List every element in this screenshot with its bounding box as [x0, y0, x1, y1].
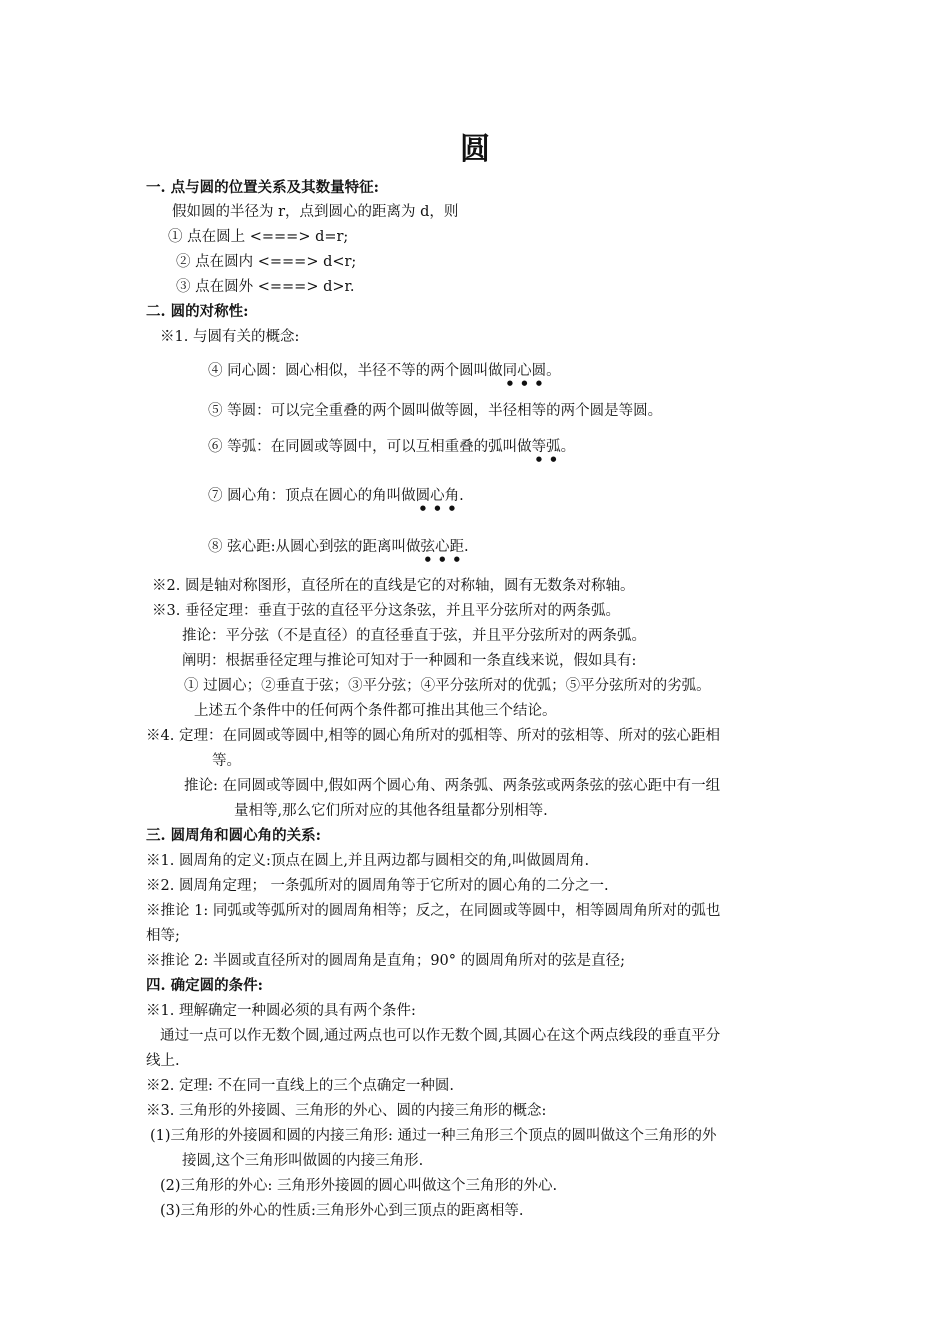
- paragraph: ※3. 垂径定理：垂直于弦的直径平分这条弦，并且平分弦所对的两条弧。: [152, 603, 620, 619]
- section-3-heading: 三. 圆周角和圆心角的关系:: [146, 827, 321, 844]
- paragraph: 线上.: [146, 1053, 180, 1069]
- paragraph: 相等;: [146, 928, 180, 944]
- paragraph: 等。: [212, 753, 241, 769]
- paragraph: ※4. 定理：在同圆或等圆中,相等的圆心角所对的弧相等、所对的弦相等、所对的弦心距相: [146, 728, 721, 744]
- concept-text: ④ 同心圆：圆心相似，半径不等的两个圆叫做: [208, 363, 503, 379]
- list-item: ② 点在圆内 <===> d<r;: [176, 254, 357, 270]
- concept-equal-circle: ⑤ 等圆：可以完全重叠的两个圆叫做等圆，半径相等的两个圆是等圆。: [208, 403, 663, 419]
- paragraph: 接圆,这个三角形叫做圆的内接三角形.: [182, 1153, 424, 1169]
- concept-equal-arc: [208, 437, 575, 463]
- list-item: ③ 点在圆外 <===> d>r.: [176, 279, 355, 295]
- paragraph: 量相等,那么它们所对应的其他各组量都分别相等.: [234, 803, 548, 819]
- concept-text: .: [464, 539, 469, 555]
- paragraph: ※2. 圆周角定理； 一条弧所对的圆周角等于它所对的圆心角的二分之一.: [146, 878, 609, 894]
- paragraph: (1)三角形的外接圆和圆的内接三角形: 通过一种三角形三个顶点的圆叫做这个三角形的外: [150, 1128, 717, 1144]
- list-item: ① 点在圆上 <===> d=r;: [168, 229, 349, 245]
- concept-text: ⑧ 弦心距:从圆心到弦的距离叫做: [208, 539, 421, 555]
- emphasized-term: 弦心距: [420, 539, 464, 555]
- paragraph: ※2. 圆是轴对称图形，直径所在的直线是它的对称轴，圆有无数条对称轴。: [152, 578, 635, 594]
- paragraph: 推论: 在同圆或等圆中,假如两个圆心角、两条弧、两条弦或两条弦的弦心距中有一组: [184, 778, 721, 794]
- paragraph: (3)三角形的外心的性质:三角形外心到三顶点的距离相等.: [160, 1203, 524, 1219]
- paragraph: (2)三角形的外心: 三角形外接圆的圆心叫做这个三角形的外心.: [160, 1178, 558, 1194]
- paragraph: ※推论 2: 半圆或直径所对的圆周角是直角；90° 的圆周角所对的弦是直径;: [146, 953, 626, 969]
- paragraph: 阐明：根据垂径定理与推论可知对于一种圆和一条直线来说，假如具有:: [182, 653, 637, 669]
- paragraph: 推论：平分弦（不是直径）的直径垂直于弦，并且平分弦所对的两条弧。: [182, 628, 646, 644]
- subsection-1-heading: ※1. 与圆有关的概念:: [160, 329, 300, 345]
- section-4-heading: 四. 确定圆的条件:: [146, 977, 263, 994]
- concept-text: .: [459, 488, 464, 504]
- paragraph: ※1. 理解确定一种圆必须的具有两个条件:: [146, 1003, 416, 1019]
- concept-chord-distance: [208, 537, 469, 563]
- concept-text: 。: [560, 439, 576, 455]
- concept-central-angle: [208, 486, 464, 512]
- paragraph: ※3. 三角形的外接圆、三角形的外心、圆的内接三角形的概念:: [146, 1103, 547, 1119]
- page-title: 圆: [460, 132, 490, 167]
- concept-text: ⑥ 等弧：在同圆或等圆中，可以互相重叠的弧叫做: [208, 439, 532, 455]
- emphasized-term: 圆心角: [415, 488, 460, 504]
- emphasized-term: 同心圆: [502, 363, 547, 379]
- concept-text: ⑦ 圆心角：顶点在圆心的角叫做: [208, 488, 416, 504]
- paragraph: ※推论 1: 同弧或等弧所对的圆周角相等；反之，在同圆或等圆中，相等圆周角所对的弧也: [146, 903, 721, 919]
- paragraph: ① 过圆心；②垂直于弦；③平分弦；④平分弦所对的优弧；⑤平分弦所对的劣弧。: [184, 678, 711, 694]
- emphasized-term: 等弧: [531, 439, 561, 455]
- paragraph: ※1. 圆周角的定义:顶点在圆上,并且两边都与圆相交的角,叫做圆周角.: [146, 853, 590, 869]
- paragraph: 通过一点可以作无数个圆,通过两点也可以作无数个圆,其圆心在这个两点线段的垂直平分: [160, 1028, 721, 1044]
- paragraph: 上述五个条件中的任何两个条件都可推出其他三个结论。: [194, 703, 557, 719]
- concept-concentric-circle: [208, 361, 561, 387]
- section-1-intro: 假如圆的半径为 r，点到圆心的距离为 d，则: [172, 204, 459, 220]
- paragraph: ※2. 定理: 不在同一直线上的三个点确定一种圆.: [146, 1078, 455, 1094]
- concept-text: 。: [546, 363, 561, 379]
- section-2-heading: 二. 圆的对称性:: [146, 303, 249, 320]
- section-1-heading: 一. 点与圆的位置关系及其数量特征:: [146, 179, 379, 196]
